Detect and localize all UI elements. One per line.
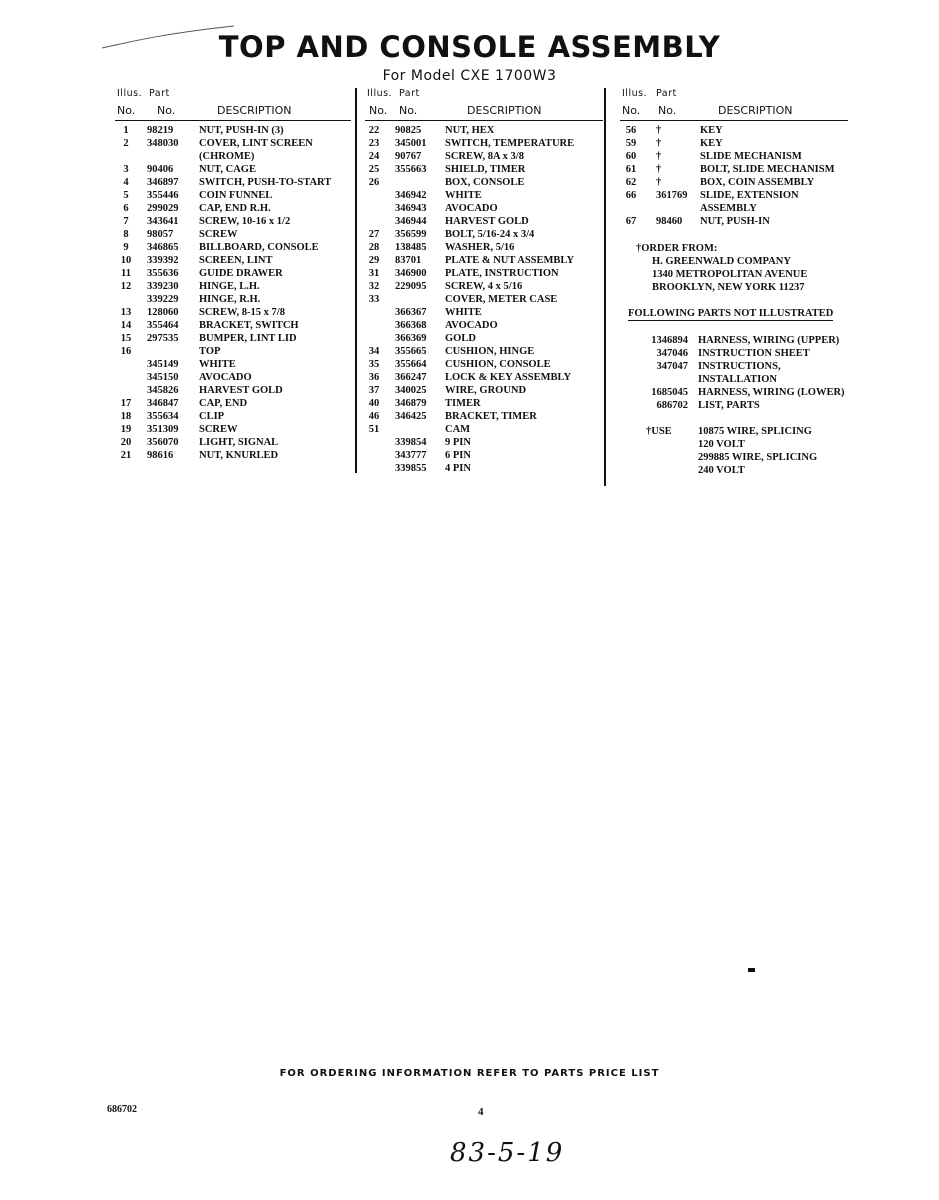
use-line: 10875 WIRE, SPLICING [698, 426, 812, 437]
list-item [628, 386, 858, 399]
part-description: AVOCADO [445, 203, 498, 214]
part-description: BOX, COIN ASSEMBLY [700, 177, 815, 188]
part-description: AVOCADO [199, 372, 252, 383]
table-row [365, 280, 603, 293]
table-row [365, 267, 603, 280]
part-label: Part [656, 88, 677, 99]
illus-number: 66 [625, 190, 637, 201]
part-number: 343777 [395, 450, 427, 461]
part-description: NUT, PUSH-IN (3) [199, 125, 284, 136]
part-number: 98616 [147, 450, 174, 461]
illus-number: 61 [625, 164, 637, 175]
illus-number: 31 [368, 268, 380, 279]
illus-label: Illus. [367, 88, 393, 99]
table-row [365, 423, 603, 436]
no-label: No. [117, 104, 136, 117]
part-description: (CHROME) [199, 151, 255, 162]
part-description: BOX, CONSOLE [445, 177, 525, 188]
illus-number: 14 [120, 320, 132, 331]
table-row [620, 150, 848, 163]
model-subtitle: For Model CXE 1700W3 [382, 68, 557, 84]
part-description: BOLT, 5/16-24 x 3/4 [445, 229, 535, 240]
illus-number: 33 [368, 294, 380, 305]
part-number: 90767 [395, 151, 422, 162]
illus-number: 62 [625, 177, 637, 188]
part-description: LIGHT, SIGNAL [199, 437, 279, 448]
description-label: DESCRIPTION [467, 104, 542, 117]
illus-number: 4 [123, 177, 129, 188]
part-description: COVER, METER CASE [445, 294, 558, 305]
part-description: BRACKET, TIMER [445, 411, 537, 422]
part-number: 686702 [656, 400, 688, 411]
part-number: 346943 [395, 203, 427, 214]
part-number: 90406 [147, 164, 174, 175]
order-from-city: BROOKLYN, NEW YORK 11237 [652, 282, 805, 293]
table-row [365, 241, 603, 254]
illus-number: 19 [120, 424, 132, 435]
part-description: NUT, CAGE [199, 164, 256, 175]
table-row [115, 215, 351, 228]
part-description: TOP [199, 346, 221, 357]
part-description: PLATE & NUT ASSEMBLY [445, 255, 575, 266]
part-number: 355664 [395, 359, 427, 370]
table-row [115, 319, 351, 332]
table-row [620, 189, 848, 202]
illus-number: 40 [368, 398, 380, 409]
page-number: 4 [478, 1106, 484, 1118]
illus-number: 21 [120, 450, 132, 461]
table-row [365, 319, 603, 332]
table-row [115, 137, 351, 150]
use-line: 120 VOLT [698, 439, 745, 450]
not-illustrated-list [628, 334, 858, 412]
table-row [115, 345, 351, 358]
table-row [365, 137, 603, 150]
part-description: INSTALLATION [698, 374, 777, 385]
part-description: HINGE, R.H. [199, 294, 261, 305]
illus-label: Illus. [622, 88, 648, 99]
part-number: 297535 [147, 333, 179, 344]
column-divider [604, 88, 606, 486]
illus-number: 20 [120, 437, 132, 448]
table-row [115, 254, 351, 267]
part-description: SLIDE, EXTENSION [700, 190, 799, 201]
illus-number: 35 [368, 359, 380, 370]
part-number: 345150 [147, 372, 179, 383]
part-description: HARNESS, WIRING (UPPER) [698, 335, 840, 346]
table-row [620, 137, 848, 150]
part-number: † [656, 164, 662, 175]
part-description: HARVEST GOLD [199, 385, 283, 396]
part-number: 366368 [395, 320, 427, 331]
table-row [115, 202, 351, 215]
part-description: BRACKET, SWITCH [199, 320, 299, 331]
illus-number: 15 [120, 333, 132, 344]
illus-number: 18 [120, 411, 132, 422]
part-number: 346944 [395, 216, 427, 227]
part-description: HARVEST GOLD [445, 216, 529, 227]
table-row [115, 436, 351, 449]
part-number: 346942 [395, 190, 427, 201]
illus-number: 13 [120, 307, 132, 318]
part-description: GUIDE DRAWER [199, 268, 283, 279]
part-description: HINGE, L.H. [199, 281, 260, 292]
table-row [365, 358, 603, 371]
table-row [115, 306, 351, 319]
part-number: 355663 [395, 164, 427, 175]
part-description: SLIDE MECHANISM [700, 151, 802, 162]
part-description: SCREW [199, 424, 238, 435]
list-item [628, 399, 858, 412]
table-row [115, 267, 351, 280]
no-label: No. [658, 104, 677, 117]
part-number: 138485 [395, 242, 427, 253]
illus-number: 36 [368, 372, 380, 383]
part-description: PLATE, INSTRUCTION [445, 268, 559, 279]
part-number: 345001 [395, 138, 427, 149]
part-number: 299029 [147, 203, 179, 214]
illus-number: 27 [368, 229, 380, 240]
table-row [365, 150, 603, 163]
part-number: 348030 [147, 138, 179, 149]
part-description: AVOCADO [445, 320, 498, 331]
parts-list [115, 121, 351, 462]
part-description: ASSEMBLY [700, 203, 757, 214]
part-description: SWITCH, PUSH-TO-START [199, 177, 332, 188]
part-description: BILLBOARD, CONSOLE [199, 242, 319, 253]
part-number: 356599 [395, 229, 427, 240]
table-row [115, 189, 351, 202]
illus-number: 17 [120, 398, 132, 409]
table-row [365, 384, 603, 397]
part-number: 355464 [147, 320, 179, 331]
table-row [365, 332, 603, 345]
part-description: SCREW, 8A x 3/8 [445, 151, 524, 162]
part-description: CLIP [199, 411, 225, 422]
part-number: 98057 [147, 229, 174, 240]
column-header [115, 88, 351, 121]
ordering-note: FOR ORDERING INFORMATION REFER TO PARTS PRICE LIST [279, 1068, 660, 1079]
column-header [620, 88, 848, 121]
use-label: †USE [646, 426, 672, 437]
table-row [365, 215, 603, 228]
illus-label: Illus. [117, 88, 143, 99]
illus-number: 5 [123, 190, 129, 201]
part-number: 339855 [395, 463, 427, 474]
part-number: 339392 [147, 255, 179, 266]
table-row [365, 371, 603, 384]
illus-number: 59 [625, 138, 637, 149]
part-number: 356070 [147, 437, 179, 448]
table-row [365, 345, 603, 358]
table-row [365, 176, 603, 189]
table-row [115, 280, 351, 293]
part-description: WIRE, GROUND [445, 385, 527, 396]
table-row [115, 423, 351, 436]
column-divider [355, 88, 357, 473]
table-row [620, 202, 848, 215]
table-row [365, 202, 603, 215]
part-number: 83701 [395, 255, 422, 266]
table-row [365, 306, 603, 319]
use-line: 240 VOLT [698, 465, 745, 476]
illus-number: 28 [368, 242, 380, 253]
part-number: † [656, 125, 662, 136]
list-item [628, 347, 858, 360]
part-description: LIST, PARTS [698, 400, 760, 411]
page-title: TOP AND CONSOLE ASSEMBLY [218, 30, 721, 64]
part-number: 98219 [147, 125, 174, 136]
illus-number: 3 [123, 164, 129, 175]
part-number: 355636 [147, 268, 179, 279]
part-description: BUMPER, LINT LID [199, 333, 297, 344]
table-row [620, 163, 848, 176]
no-label: No. [622, 104, 641, 117]
part-description: SHIELD, TIMER [445, 164, 526, 175]
part-number: 346900 [395, 268, 427, 279]
order-from-label: †ORDER FROM: [636, 243, 718, 254]
order-from-street: 1340 METROPOLITAN AVENUE [652, 269, 808, 280]
part-number: 347046 [656, 348, 688, 359]
part-number: 1346894 [651, 335, 688, 346]
part-number: 361769 [656, 190, 688, 201]
part-number: 339854 [395, 437, 427, 448]
part-description: COVER, LINT SCREEN [199, 138, 313, 149]
parts-column-2 [365, 88, 603, 475]
table-row [115, 410, 351, 423]
part-number: 346879 [395, 398, 427, 409]
illus-number: 9 [123, 242, 129, 253]
part-number: 345826 [147, 385, 179, 396]
table-row [115, 449, 351, 462]
part-label: Part [399, 88, 420, 99]
part-number: 229095 [395, 281, 427, 292]
illus-number: 10 [120, 255, 132, 266]
part-description: CUSHION, CONSOLE [445, 359, 551, 370]
illus-number: 51 [368, 424, 380, 435]
part-description: KEY [700, 125, 723, 136]
parts-list [620, 121, 848, 228]
table-row [365, 254, 603, 267]
parts-column-1 [115, 88, 351, 462]
illus-number: 23 [368, 138, 380, 149]
part-number: 346897 [147, 177, 179, 188]
part-number: 355665 [395, 346, 427, 357]
part-description: KEY [700, 138, 723, 149]
table-row [365, 410, 603, 423]
part-number: 128060 [147, 307, 179, 318]
illus-number: 26 [368, 177, 380, 188]
part-description: CAP, END [199, 398, 248, 409]
part-description: SCREEN, LINT [199, 255, 273, 266]
illus-number: 46 [368, 411, 380, 422]
table-row [115, 150, 351, 163]
table-row [365, 462, 603, 475]
illus-number: 60 [625, 151, 637, 162]
part-number: 366247 [395, 372, 427, 383]
part-description: SWITCH, TEMPERATURE [445, 138, 575, 149]
part-number: † [656, 177, 662, 188]
table-row [620, 176, 848, 189]
table-row [115, 293, 351, 306]
part-description: COIN FUNNEL [199, 190, 273, 201]
list-item [628, 334, 858, 347]
illus-number: 6 [123, 203, 129, 214]
part-description: WHITE [199, 359, 236, 370]
part-description: 9 PIN [445, 437, 471, 448]
table-row [365, 436, 603, 449]
table-row [365, 124, 603, 137]
illus-number: 22 [368, 125, 380, 136]
table-row [115, 332, 351, 345]
part-label: Part [149, 88, 170, 99]
table-row [115, 176, 351, 189]
illus-number: 7 [123, 216, 129, 227]
table-row [620, 124, 848, 137]
part-description: BOLT, SLIDE MECHANISM [700, 164, 835, 175]
part-number: 347047 [656, 361, 688, 372]
handwritten-date: 83-5-19 [450, 1138, 565, 1168]
part-number: 98460 [656, 216, 683, 227]
table-row [115, 358, 351, 371]
part-number: 366369 [395, 333, 427, 344]
part-number: 339230 [147, 281, 179, 292]
illus-number: 8 [123, 229, 129, 240]
table-row [115, 124, 351, 137]
table-row [115, 397, 351, 410]
part-description: SCREW, 8-15 x 7/8 [199, 307, 285, 318]
part-description: CUSHION, HINGE [445, 346, 535, 357]
part-description: GOLD [445, 333, 476, 344]
illus-number: 29 [368, 255, 380, 266]
part-description: NUT, KNURLED [199, 450, 279, 461]
part-number: † [656, 138, 662, 149]
part-number: 346847 [147, 398, 179, 409]
table-row [365, 397, 603, 410]
no-label: No. [157, 104, 176, 117]
part-description: CAP, END R.H. [199, 203, 271, 214]
part-description: 6 PIN [445, 450, 471, 461]
part-number: 1685045 [651, 387, 688, 398]
part-number: 343641 [147, 216, 179, 227]
part-number: 339229 [147, 294, 179, 305]
illus-number: 67 [625, 216, 637, 227]
illus-number: 37 [368, 385, 380, 396]
part-description: WHITE [445, 307, 482, 318]
part-number: 366367 [395, 307, 427, 318]
no-label: No. [369, 104, 388, 117]
not-illustrated-heading: FOLLOWING PARTS NOT ILLUSTRATED [628, 308, 834, 319]
description-label: DESCRIPTION [718, 104, 793, 117]
illus-number: 16 [120, 346, 132, 357]
table-row [365, 163, 603, 176]
part-description: NUT, PUSH-IN [700, 216, 770, 227]
illus-number: 32 [368, 281, 380, 292]
column-header [365, 88, 603, 121]
part-description: HARNESS, WIRING (LOWER) [698, 387, 845, 398]
order-from-company: H. GREENWALD COMPANY [652, 256, 791, 267]
table-row [115, 241, 351, 254]
part-description: WASHER, 5/16 [445, 242, 515, 253]
part-description: LOCK & KEY ASSEMBLY [445, 372, 572, 383]
part-description: INSTRUCTIONS, [698, 361, 781, 372]
part-number: 355446 [147, 190, 179, 201]
part-description: 4 PIN [445, 463, 471, 474]
part-description: SCREW, 10-16 x 1/2 [199, 216, 291, 227]
illus-number: 24 [368, 151, 380, 162]
part-number: † [656, 151, 662, 162]
parts-list [365, 121, 603, 475]
part-description: SCREW [199, 229, 238, 240]
no-label: No. [399, 104, 418, 117]
table-row [365, 449, 603, 462]
part-number: 351309 [147, 424, 179, 435]
table-row [115, 228, 351, 241]
part-description: NUT, HEX [445, 125, 495, 136]
part-number: 90825 [395, 125, 422, 136]
part-number: 345149 [147, 359, 179, 370]
table-row [365, 189, 603, 202]
part-number: 340025 [395, 385, 427, 396]
part-number: 346865 [147, 242, 179, 253]
part-description: CAM [445, 424, 471, 435]
part-number: 355634 [147, 411, 179, 422]
illus-number: 34 [368, 346, 380, 357]
table-row [365, 228, 603, 241]
illus-number: 1 [123, 125, 129, 136]
part-number: 346425 [395, 411, 427, 422]
list-item [628, 373, 858, 386]
parts-column-3 [620, 88, 848, 228]
list-item [628, 360, 858, 373]
illus-number: 56 [625, 125, 637, 136]
part-description: WHITE [445, 190, 482, 201]
part-description: INSTRUCTION SHEET [698, 348, 810, 359]
part-description: TIMER [445, 398, 481, 409]
illus-number: 25 [368, 164, 380, 175]
illus-number: 11 [121, 268, 131, 279]
description-label: DESCRIPTION [217, 104, 292, 117]
use-line: 299885 WIRE, SPLICING [698, 452, 818, 463]
part-description: SCREW, 4 x 5/16 [445, 281, 523, 292]
illus-number: 12 [120, 281, 132, 292]
document-number: 686702 [107, 1104, 137, 1115]
table-row [115, 384, 351, 397]
table-row [365, 293, 603, 306]
table-row [115, 163, 351, 176]
ink-speck [748, 968, 755, 972]
illus-number: 2 [123, 138, 129, 149]
table-row [115, 371, 351, 384]
table-row [620, 215, 848, 228]
